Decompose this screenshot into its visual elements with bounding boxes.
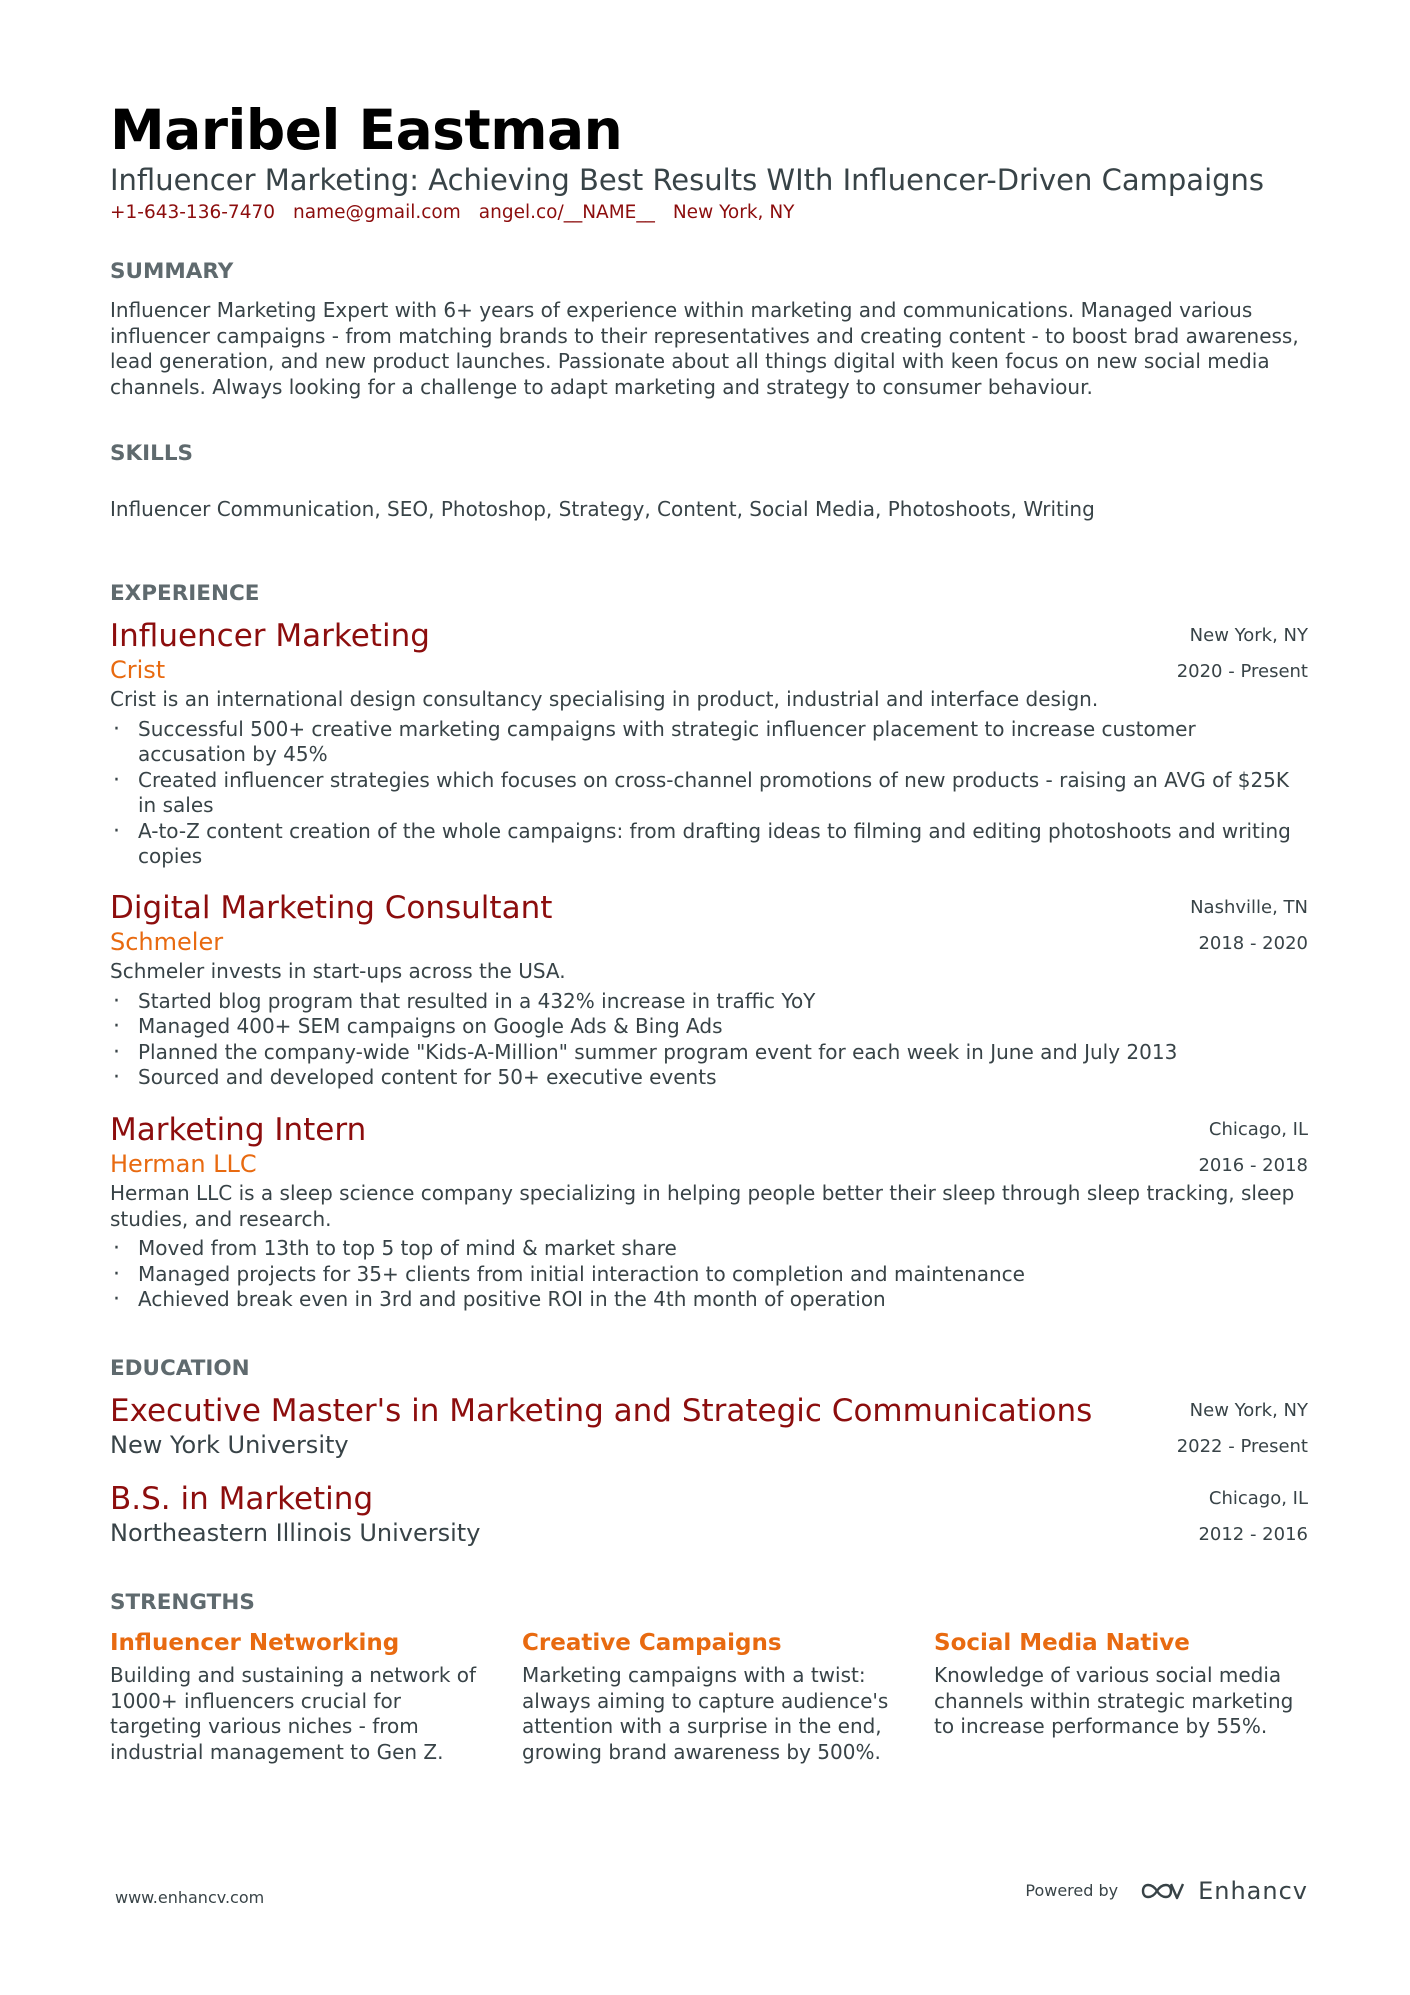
achievement-item: · Moved from 13th to top 5 top of mind & market share <box>110 1236 1308 1262</box>
achievement-item: · Created influencer strategies which focuses on cross-channel promotions of new products - raising an AVG of $25K in sales <box>110 768 1308 819</box>
skills-list: Influencer Communication, SEO, Photoshop, Strategy, Content, Social Media, Photoshoots, Writing <box>110 497 1095 521</box>
company-name: Crist <box>110 656 166 684</box>
strength-item <box>110 1627 480 1765</box>
candidate-headline: Influencer Marketing: Achieving Best Results WIth Influencer-Driven Campaigns <box>110 163 1265 197</box>
experience-entry <box>110 890 1308 1091</box>
achievement-item: · Sourced and developed content for 50+ executive events <box>110 1065 1308 1091</box>
email-contact[interactable]: name@gmail.com <box>293 202 461 223</box>
brand-name: Enhancv <box>1198 1877 1308 1905</box>
job-title: Digital Marketing Consultant <box>110 890 553 926</box>
achievement-item: · Achieved break even in 3rd and positive ROI in the 4th month of operation <box>110 1287 1308 1313</box>
summary-text: Influencer Marketing Expert with 6+ years of experience within marketing and communications. Managed various influencer campaigns - from matching brands to their representatives and creating content - to boost brad awareness, lead generation, and new product launches. Passionate about all things digital with keen focus on new social media channels. Always looking for a challenge to adapt marketing and strategy to consumer behaviour. <box>110 298 1299 399</box>
education-heading: EDUCATION <box>110 1356 250 1381</box>
job-location: Chicago, IL <box>1208 1119 1308 1140</box>
achievement-list <box>110 717 1308 870</box>
strengths-heading: STRENGTHS <box>110 1590 255 1615</box>
skills-heading: SKILLS <box>110 441 194 466</box>
experience-entry <box>110 618 1308 870</box>
enhancv-brand-link[interactable] <box>1140 1876 1308 1906</box>
school-location: Chicago, IL <box>1208 1488 1308 1509</box>
achievement-item: · Successful 500+ creative marketing campaigns with strategic influencer placement to increase customer accusation by 45% <box>110 717 1308 768</box>
degree-title: Executive Master's in Marketing and Strategic Communications <box>110 1393 1093 1429</box>
achievement-item: · A-to-Z content creation of the whole campaigns: from drafting ideas to filming and editing photoshoots and writing copies <box>110 819 1308 870</box>
job-dates: 2018 - 2020 <box>1198 933 1308 954</box>
contact-info <box>110 200 794 226</box>
strengths-grid <box>110 1627 1310 1787</box>
job-title: Marketing Intern <box>110 1112 367 1148</box>
achievement-item: · Managed 400+ SEM campaigns on Google Ads & Bing Ads <box>110 1014 1308 1040</box>
powered-by-label: Powered by <box>1025 1881 1119 1900</box>
achievement-item: · Started blog program that resulted in a 432% increase in traffic YoY <box>110 989 1308 1015</box>
job-dates: 2020 - Present <box>1176 661 1308 682</box>
strength-item <box>522 1627 892 1765</box>
school-name: New York University <box>110 1431 349 1459</box>
location-contact: New York, NY <box>672 202 795 223</box>
company-name: Schmeler <box>110 928 224 956</box>
strength-title: Influencer Networking <box>110 1630 400 1656</box>
company-description: Herman LLC is a sleep science company specializing in helping people better their sleep through sleep tracking, sleep studies, and research. <box>110 1181 1295 1231</box>
achievement-list <box>110 989 1308 1091</box>
company-description: Schmeler invests in start-ups across the USA. <box>110 959 566 983</box>
experience-entry <box>110 1112 1308 1313</box>
candidate-name: Maribel Eastman <box>110 98 623 162</box>
degree-title: B.S. in Marketing <box>110 1481 374 1517</box>
company-description: Crist is an international design consultancy specialising in product, industrial and interface design. <box>110 687 1099 711</box>
education-entry <box>110 1393 1308 1461</box>
footer-website-link[interactable]: www.enhancv.com <box>115 1888 265 1907</box>
strength-description: Marketing campaigns with a twist: always aiming to capture audience's attention with a surprise in the end, growing brand awareness by 500%. <box>522 1663 889 1764</box>
job-location: Nashville, TN <box>1190 897 1308 918</box>
footer-branding <box>1025 1876 1308 1906</box>
summary-heading: SUMMARY <box>110 259 234 284</box>
phone-contact[interactable]: +1-643-136-7470 <box>110 202 276 223</box>
job-title: Influencer Marketing <box>110 618 430 654</box>
company-name: Herman LLC <box>110 1150 257 1178</box>
school-name: Northeastern Illinois University <box>110 1519 481 1547</box>
achievement-list <box>110 1236 1308 1313</box>
strength-title: Social Media Native <box>934 1630 1190 1656</box>
strength-title: Creative Campaigns <box>522 1630 782 1656</box>
profile-link[interactable]: angel.co/__NAME__ <box>478 202 655 223</box>
experience-heading: EXPERIENCE <box>110 581 260 606</box>
enhancv-logo-icon <box>1140 1879 1186 1903</box>
resume-page <box>110 0 1308 1995</box>
education-dates: 2022 - Present <box>1176 1436 1308 1457</box>
job-dates: 2016 - 2018 <box>1198 1155 1308 1176</box>
strength-item <box>934 1627 1304 1740</box>
education-entry <box>110 1481 1308 1549</box>
strength-description: Building and sustaining a network of 1000+ influencers crucial for targeting various niches - from industrial management to Gen Z. <box>110 1663 477 1764</box>
education-dates: 2012 - 2016 <box>1198 1524 1308 1545</box>
school-location: New York, NY <box>1189 1400 1308 1421</box>
job-location: New York, NY <box>1189 625 1308 646</box>
achievement-item: · Planned the company-wide "Kids-A-Million" summer program event for each week in June and July 2013 <box>110 1040 1308 1066</box>
strength-description: Knowledge of various social media channels within strategic marketing to increase performance by 55%. <box>934 1663 1294 1738</box>
achievement-item: · Managed projects for 35+ clients from initial interaction to completion and maintenance <box>110 1262 1308 1288</box>
